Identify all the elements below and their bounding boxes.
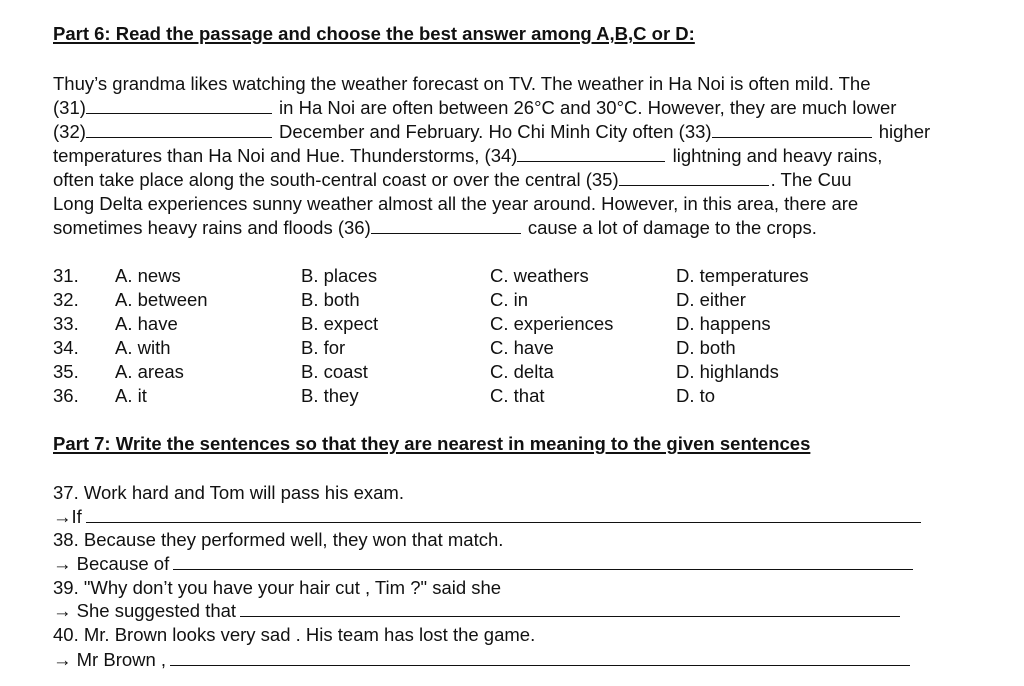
answer-line-37[interactable] [86, 506, 921, 523]
option-a[interactable]: A. news [115, 265, 181, 286]
question-number: 31. [53, 265, 79, 286]
rewrite-answer-39 [53, 599, 900, 623]
option-d[interactable]: D. highlands [676, 361, 779, 382]
passage-text: often take place along the south-central coast or over the central (35) [53, 169, 619, 190]
rewrite-prompt-37: 37. Work hard and Tom will pass his exam. [53, 482, 404, 503]
passage-line-4 [53, 144, 882, 168]
option-d[interactable]: D. both [676, 337, 736, 358]
question-number: 36. [53, 385, 79, 406]
option-c[interactable]: C. weathers [490, 265, 589, 286]
option-a[interactable]: A. with [115, 337, 171, 358]
blank-34[interactable] [517, 145, 665, 162]
option-d[interactable]: D. either [676, 289, 746, 310]
option-b[interactable]: B. they [301, 385, 359, 406]
rewrite-answer-38 [53, 552, 913, 576]
rewrite-lead: → Mr Brown , [53, 649, 167, 670]
passage-text: higher [878, 121, 931, 142]
passage-text: sometimes heavy rains and floods (36) [53, 217, 371, 238]
blank-35[interactable] [619, 169, 769, 186]
option-b[interactable]: B. coast [301, 361, 368, 382]
option-c[interactable]: C. experiences [490, 313, 614, 334]
blank-33[interactable] [712, 121, 872, 138]
option-c[interactable]: C. that [490, 385, 545, 406]
blank-36[interactable] [371, 217, 521, 234]
option-d[interactable]: D. happens [676, 313, 771, 334]
option-a[interactable]: A. areas [115, 361, 184, 382]
question-number: 35. [53, 361, 79, 382]
option-a[interactable]: A. it [115, 385, 147, 406]
blank-32[interactable] [86, 121, 272, 138]
rewrite-lead: →If [53, 506, 82, 527]
option-b[interactable]: B. places [301, 265, 378, 286]
rewrite-prompt-40: 40. Mr. Brown looks very sad . His team has lost the game. [53, 624, 536, 645]
passage-text: in Ha Noi are often between 26°C and 30°C. However, they are much lower [279, 97, 897, 118]
passage-line-7 [53, 216, 817, 240]
passage-text: temperatures than Ha Noi and Hue. Thunderstorms, (34) [53, 145, 518, 166]
passage-text: lightning and heavy rains, [672, 145, 883, 166]
passage-text: (32) [53, 121, 86, 142]
option-d[interactable]: D. temperatures [676, 265, 809, 286]
option-b[interactable]: B. both [301, 289, 360, 310]
question-number: 33. [53, 313, 79, 334]
passage-line-3 [53, 120, 930, 144]
passage-text: December and February. Ho Chi Minh City often (33) [279, 121, 712, 142]
option-b[interactable]: B. expect [301, 313, 379, 334]
option-c[interactable]: C. have [490, 337, 554, 358]
passage-line-6: Long Delta experiences sunny weather almost all the year around. However, in this area, there are [53, 193, 859, 214]
option-b[interactable]: B. for [301, 337, 346, 358]
rewrite-lead: → Because of [53, 553, 170, 574]
part6-heading: Part 6: Read the passage and choose the best answer among A,B,C or D: [53, 23, 695, 44]
rewrite-prompt-39: 39. "Why don’t you have your hair cut , Tim ?" said she [53, 577, 502, 598]
question-number: 32. [53, 289, 79, 310]
answer-line-38[interactable] [173, 553, 913, 570]
passage-line-1: Thuy’s grandma likes watching the weather forecast on TV. The weather in Ha Noi is often mild. The [53, 73, 871, 94]
question-number: 34. [53, 337, 79, 358]
option-a[interactable]: A. have [115, 313, 178, 334]
part7-heading: Part 7: Write the sentences so that they are nearest in meaning to the given sentences [53, 433, 811, 454]
option-d[interactable]: D. to [676, 385, 716, 406]
passage-text: cause a lot of damage to the crops. [527, 217, 817, 238]
rewrite-prompt-38: 38. Because they performed well, they won that match. [53, 529, 504, 550]
rewrite-answer-37 [53, 505, 921, 529]
option-a[interactable]: A. between [115, 289, 208, 310]
passage-line-5 [53, 168, 852, 192]
rewrite-lead: → She suggested that [53, 600, 237, 621]
option-c[interactable]: C. delta [490, 361, 554, 382]
answer-line-40[interactable] [170, 649, 910, 666]
passage-text: (31) [53, 97, 86, 118]
answer-line-39[interactable] [240, 600, 900, 617]
rewrite-answer-40 [53, 648, 910, 672]
passage-line-2 [53, 96, 896, 120]
option-c[interactable]: C. in [490, 289, 529, 310]
passage-text: . The Cuu [770, 169, 852, 190]
blank-31[interactable] [86, 97, 272, 114]
